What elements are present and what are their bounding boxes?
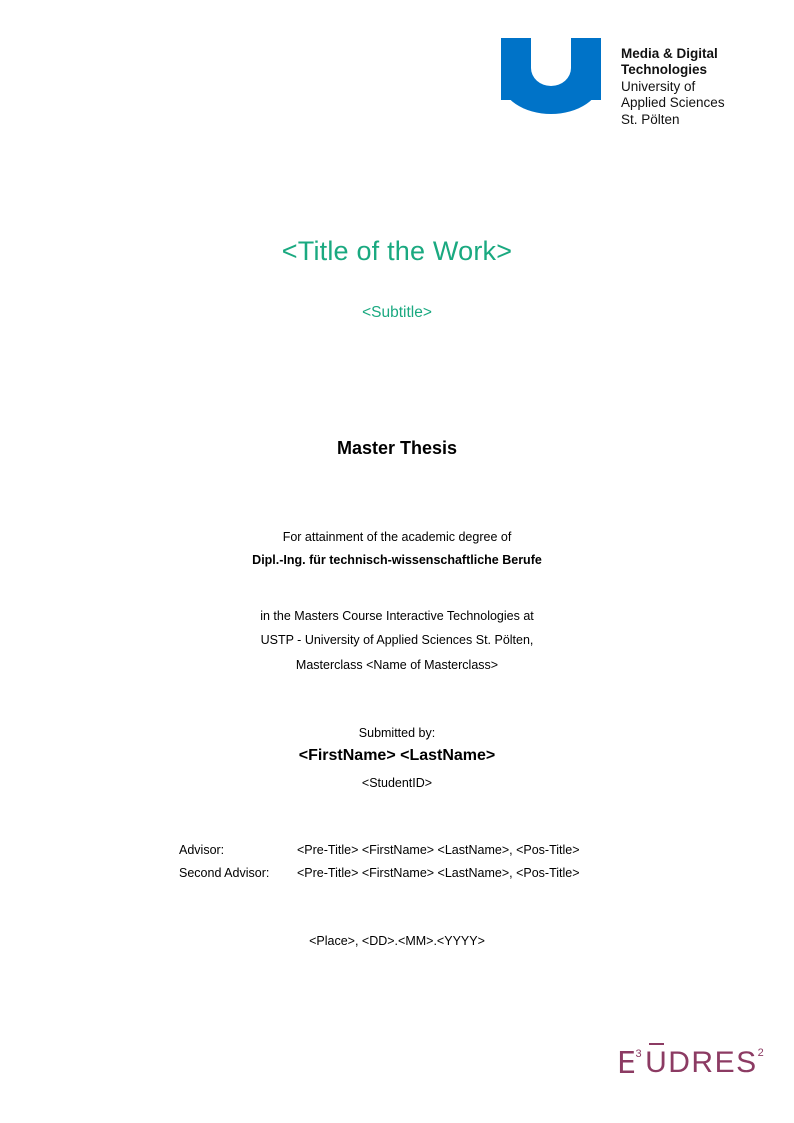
logo-line-3: University of xyxy=(621,78,696,94)
logo-line-1: Media & Digital xyxy=(621,46,718,61)
university-logo xyxy=(497,38,757,128)
logo-line-2: Technologies xyxy=(621,62,708,78)
thesis-type: Master Thesis xyxy=(336,438,458,458)
eudres-logo xyxy=(617,1043,766,1083)
course-line-2: USTP - University of Applied Sciences St. Pölten, xyxy=(260,633,534,648)
second-advisor-label: Second Advisor: xyxy=(179,866,270,880)
attainment-line: For attainment of the academic degree of xyxy=(282,530,512,544)
author-name: <FirstName> <LastName> xyxy=(298,747,496,764)
logo-line-4: Applied Sciences xyxy=(621,95,725,111)
advisor-row xyxy=(179,866,619,880)
advisor-label: Advisor: xyxy=(179,843,225,857)
degree-name: Dipl.-Ing. für technisch-wissenschaftliche Berufe xyxy=(252,553,542,567)
place-date: <Place>, <DD>.<MM>.<YYYY> xyxy=(309,934,485,948)
advisor-row xyxy=(179,843,619,857)
student-id: <StudentID> xyxy=(361,776,433,790)
submitted-label: Submitted by: xyxy=(358,726,436,740)
university-logo-text xyxy=(621,38,725,128)
course-block xyxy=(0,604,794,677)
page-title: <Title of the Work> xyxy=(281,236,513,266)
page-subtitle: <Subtitle> xyxy=(362,304,432,321)
eudres-logo-u: U xyxy=(645,1046,669,1079)
eudres-logo-dres: DRES xyxy=(668,1046,758,1079)
advisors-block xyxy=(179,843,619,889)
second-advisor-value: <Pre-Title> <FirstName> <LastName>, <Pos-Title> xyxy=(297,866,580,880)
course-line-3: Masterclass <Name of Masterclass> xyxy=(295,657,499,672)
logo-line-5: St. Pölten xyxy=(621,111,680,127)
eudres-logo-superscript-3: 3 xyxy=(635,1048,644,1060)
course-line-1: in the Masters Course Interactive Technologies at xyxy=(260,609,534,623)
ustp-u-logo-icon xyxy=(497,38,607,110)
eudres-logo-e: E xyxy=(617,1045,638,1081)
eudres-logo-superscript-2: 2 xyxy=(757,1047,766,1059)
advisor-value: <Pre-Title> <FirstName> <LastName>, <Pos-Title> xyxy=(297,843,580,857)
